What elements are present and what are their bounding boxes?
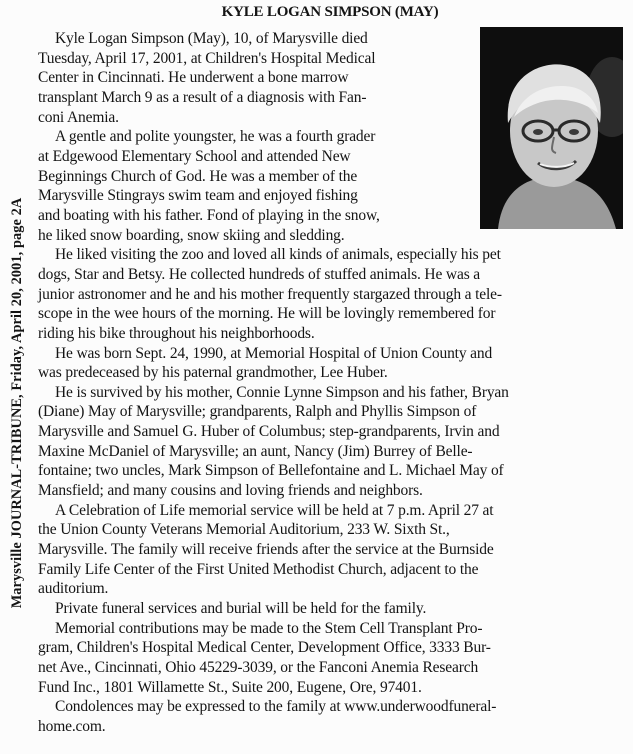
text-line: he liked snow boarding, snow skiing and sledding. — [38, 226, 345, 244]
text-line: transplant March 9 as a result of a diagnosis with Fan- — [38, 88, 367, 106]
text-line: net Ave., Cincinnati, Ohio 45229-3039, or the Fanconi Anemia Research — [38, 659, 479, 677]
text-line: Marysville Stingrays swim team and enjoyed fishing — [38, 187, 358, 205]
text-line: Center in Cincinnati. He underwent a bone marrow — [38, 69, 349, 87]
text-line: at Edgewood Elementary School and attended New — [38, 147, 351, 165]
text-line: Tuesday, April 17, 2001, at Children's Hospital Medical — [38, 49, 376, 67]
portrait-photo — [480, 27, 623, 229]
text-line: riding his bike throughout his neighborhoods. — [38, 324, 315, 342]
text-line: gram, Children's Hospital Medical Center, Development Office, 3333 Bur- — [38, 639, 491, 657]
text-line: Marysville and Samuel G. Huber of Columbus; step-grandparents, Irvin and — [38, 423, 500, 441]
text-line: Maxine McDaniel of Marysville; an aunt, Nancy (Jim) Burrey of Belle- — [38, 442, 473, 460]
publication-caption: Marysville JOURNAL-TRIBUNE, Friday, April 20, 2001, page 2A — [9, 197, 25, 609]
text-line: Beginnings Church of God. He was a member of the — [38, 167, 358, 185]
text-line: scope in the wee hours of the morning. He will be lovingly remembered for — [38, 305, 496, 323]
text-line: Mansfield; and many cousins and loving friends and neighbors. — [38, 482, 423, 500]
text-line: Kyle Logan Simpson (May), 10, of Marysville died — [55, 30, 368, 47]
obituary-title: KYLE LOGAN SIMPSON (MAY) — [221, 4, 439, 20]
text-line: Private funeral services and burial will be held for the family. — [55, 600, 427, 618]
text-line: Memorial contributions may be made to the Stem Cell Transplant Pro- — [55, 619, 483, 637]
text-line: Family Life Center of the First United Methodist Church, adjacent to the — [38, 560, 479, 578]
text-line: Marysville. The family will receive friends after the service at the Burnside — [38, 541, 494, 559]
text-line: He was born Sept. 24, 1990, at Memorial Hospital of Union County and — [55, 344, 493, 362]
text-line: was predeceased by his paternal grandmother, Lee Huber. — [38, 364, 388, 382]
text-line: A Celebration of Life memorial service will be held at 7 p.m. April 27 at — [55, 501, 494, 519]
text-line: He is survived by his mother, Connie Lynne Simpson and his father, Bryan — [55, 383, 509, 401]
text-line: junior astronomer and he and his mother frequently stargazed through a tele- — [38, 285, 502, 303]
text-line: He liked visiting the zoo and loved all kinds of animals, especially his pet — [55, 246, 501, 264]
text-line: home.com. — [38, 718, 106, 735]
text-line: A gentle and polite youngster, he was a fourth grader — [55, 128, 376, 146]
text-line: Condolences may be expressed to the family at www.underwoodfuneral- — [55, 698, 497, 716]
text-line: auditorium. — [38, 580, 109, 598]
text-line: dogs, Star and Betsy. He collected hundreds of stuffed animals. He was a — [38, 265, 481, 283]
text-line: (Diane) May of Marysville; grandparents, Ralph and Phyllis Simpson of — [38, 403, 477, 421]
text-line: Fund Inc., 1801 Willamette St., Suite 200, Eugene, Ore, 97401. — [38, 678, 422, 696]
text-line: coni Anemia. — [38, 108, 119, 126]
text-line: fontaine; two uncles, Mark Simpson of Bellefontaine and L. Michael May of — [38, 462, 504, 480]
text-line: and boating with his father. Fond of playing in the snow, — [38, 206, 380, 224]
text-line: the Union County Veterans Memorial Auditorium, 233 W. Sixth St., — [38, 521, 450, 539]
